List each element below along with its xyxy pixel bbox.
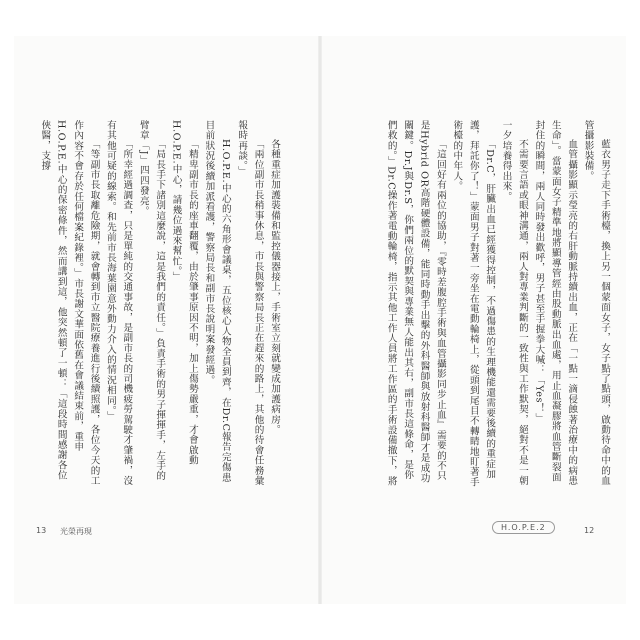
right-page-number: 12	[584, 526, 595, 535]
right-page-paragraph: 「這回好有兩位的協助，『零時差腹腔手術與血管攝影同步止血』需要的不只是Hybrid OR高階硬體設備，能同時動手出擊的外科醫師與放射科醫師才是成功關鍵。Dr.J與Dr.S，你們兩位的默契與專業無人能出其右，副市長這條命，是你們救的。」Dr.C操作著電動輪椅，指示其他工作人員將工作區的手術設備撤下，將	[385, 120, 446, 487]
left-page-paragraph: 各種重症加護裝備和監控儀器接上，手術室立刻就變成加護病房。	[269, 139, 280, 435]
left-page-paragraph: 「精卑副市長的座車翻覆，由於肇事原因不明，加上傷勢嚴重，才會啟動H.O.P.E.中心，請幾位過來幫忙。」	[170, 120, 198, 466]
left-page-paragraph: H.O.P.E.中心的六角形會議桌，五位核心人物全員到齊，在Dr.C報告完傷患目前狀況後續加派看護，警察局長和副市長說明案發經過。	[203, 120, 231, 483]
right-page-paragraph: 「Dr.C，肝臟出血已經獲得控制，不過傷患的生理機能還需要後續的重症加護，拜託你了！」蒙面男子對著一旁坐在電動輪椅上，從頭到尾目不轉睛地盯著手術檯的中年人。	[451, 120, 496, 488]
right-series-title: H.O.P.E.2	[492, 521, 555, 534]
right-page-paragraph: 不需要言語或眼神溝通，兩人對專業判斷的一致性與工作默契，絕對不是一朝一夕培養得出來。	[500, 120, 528, 486]
left-page-paragraph: 「局長手下諸別這麼說，這是我們的責任。」負責手術的男子揮揮手，左手的臂章「J」四四發亮。	[137, 120, 166, 482]
left-page-paragraph: 「所幸經過調查，只是單純的交通事故，是副市長的司機疲勞駕駛才肇禍，沒有其他可疑的線索。和先前市長海葉園意外動力介入的情況相同。」	[104, 120, 133, 486]
left-page-number: 13	[36, 526, 47, 535]
left-page-text	[32, 120, 282, 490]
left-running-title: 光榮再現	[60, 527, 92, 536]
right-page-paragraph: 藍衣男子走下手術檯，換上另一個蒙面女子，女子點了點頭，啟動待命中的血管攝影裝備。	[582, 120, 610, 486]
left-page-paragraph: 「等副市長取離危險期，就會轉到市立醫院療養進行後續照護，各位今天的工作內容不會存於任何檔案紀錄裡。」市長謝文華面依舊在會議結束前，重申H.O.P.E.中心的保密條件，然而講到這，他突然頓了一頓：「這段時間感謝各位俠醫，支撐	[39, 120, 100, 486]
right-page-text	[346, 120, 612, 490]
right-page	[346, 120, 612, 490]
right-page-paragraph: 血管攝影顯示瑩亮的右肝動脈持續出血，正在「一點一滴侵蝕著治療中的病患生命」。當蒙面女子精準地將顯導管經由股動脈出血處，用止血凝膠將血管斷裂面封住的瞬間，兩人同時發出歡呼，男子甚至手握拳大喊：「Yes！」	[533, 120, 578, 486]
book-gutter	[318, 36, 322, 604]
left-page-paragraph: 「兩位副市長稍事休息，市長與警察局長正在趕來的路上，其他的待會任務彙報時再談。」	[236, 120, 264, 486]
left-page	[32, 120, 282, 490]
